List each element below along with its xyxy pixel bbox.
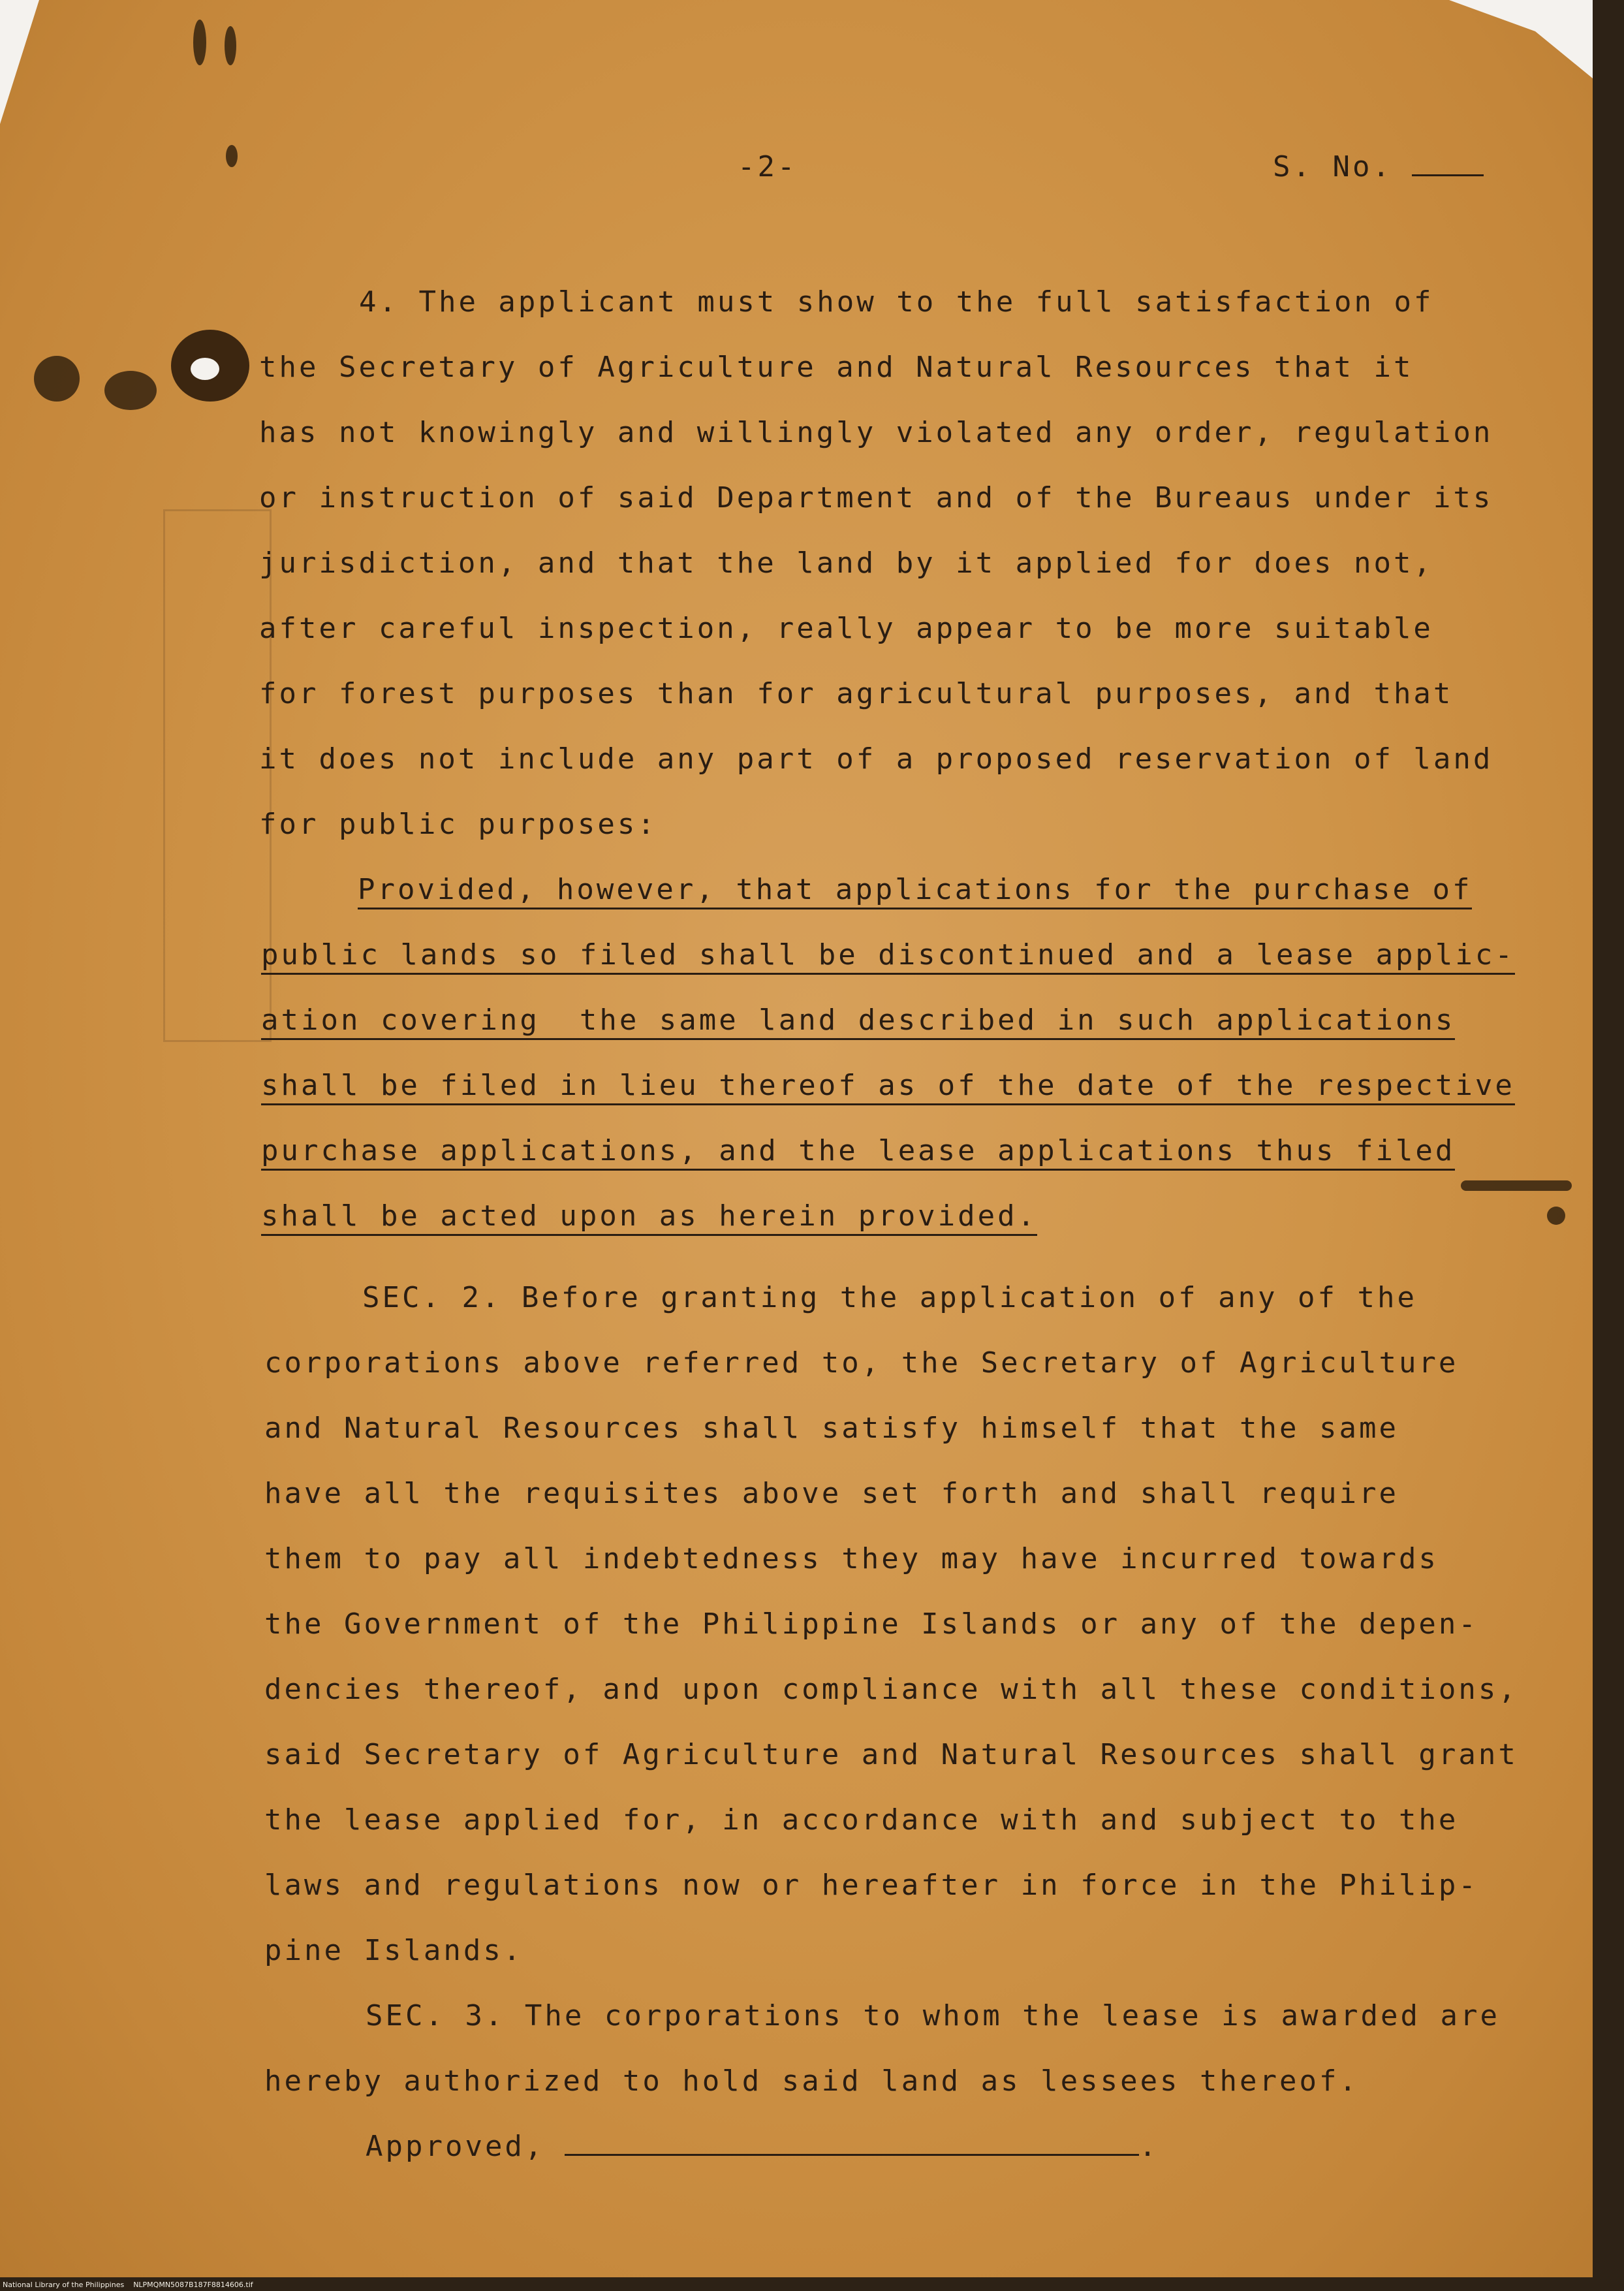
paragraph-line: and Natural Resources shall satisfy himself that the same: [264, 1412, 1399, 1445]
ink-blot: [191, 358, 219, 380]
serial-label-text: S. No.: [1273, 150, 1392, 183]
paragraph-line: pine Islands.: [264, 1934, 523, 1967]
paragraph-line: the Secretary of Agriculture and Natural Resources that it: [259, 351, 1414, 384]
paragraph-line: SEC. 3. The corporations to whom the lease is awarded are: [366, 1999, 1500, 2032]
ink-blot: [1547, 1207, 1565, 1225]
paragraph-line: has not knowingly and willingly violated any order, regulation: [259, 416, 1493, 449]
ink-blot: [104, 371, 157, 410]
ink-blot: [34, 356, 80, 402]
underlined-line: shall be filed in lieu thereof as of the date of the respective: [261, 1069, 1515, 1105]
approval-line: [366, 2130, 1159, 2163]
scan-footer-caption: National Library of the Philippines NLPMQMN5087B187F8814606.tif: [3, 2281, 253, 2289]
paragraph-line: said Secretary of Agriculture and Natural Resources shall grant: [264, 1738, 1518, 1771]
page-number: -2-: [738, 150, 798, 183]
serial-number-blank: [1412, 174, 1484, 176]
approval-end-mark: .: [1138, 2130, 1159, 2163]
paragraph-line: SEC. 2. Before granting the application of any of the: [362, 1281, 1417, 1314]
underlined-line: Provided, however, that applications for the purchase of: [358, 873, 1472, 909]
paragraph-line: it does not include any part of a proposed reservation of land: [259, 742, 1493, 776]
paragraph-line: after careful inspection, really appear to be more suitable: [259, 612, 1433, 645]
paragraph-line: for public purposes:: [259, 808, 657, 841]
paragraph-line: for forest purposes than for agricultural purposes, and that: [259, 677, 1454, 710]
paragraph-line: them to pay all indebtedness they may have incurred towards: [264, 1542, 1439, 1575]
ink-blot: [193, 20, 206, 65]
serial-number-label: [1273, 150, 1484, 183]
torn-corner-top-right: [1449, 0, 1593, 78]
paragraph-line: have all the requisites above set forth and shall require: [264, 1477, 1399, 1510]
torn-corner-top-left: [0, 0, 39, 124]
ink-blot: [225, 26, 236, 65]
paragraph-line: laws and regulations now or hereafter in force in the Philip-: [264, 1869, 1478, 1902]
underlined-line: purchase applications, and the lease applications thus filed: [261, 1134, 1455, 1171]
approval-signature-blank: [565, 2154, 1139, 2156]
paragraph-line: hereby authorized to hold said land as lessees thereof.: [264, 2064, 1359, 2098]
ink-blot: [1461, 1180, 1572, 1191]
underlined-line: public lands so filed shall be discontinued and a lease applic-: [261, 938, 1515, 975]
underlined-line: ation covering the same land described in such applications: [261, 1003, 1455, 1040]
ink-blot: [226, 145, 238, 167]
underlined-line: shall be acted upon as herein provided.: [261, 1199, 1037, 1236]
paragraph-line: or instruction of said Department and of the Bureaus under its: [259, 481, 1493, 514]
paragraph-line: dencies thereof, and upon compliance with all these conditions,: [264, 1673, 1518, 1706]
approval-label: Approved,: [366, 2130, 545, 2163]
paragraph-line: 4. The applicant must show to the full satisfaction of: [359, 285, 1434, 319]
scan-border-right: [1593, 0, 1624, 2291]
paragraph-line: jurisdiction, and that the land by it applied for does not,: [259, 546, 1433, 580]
paragraph-line: corporations above referred to, the Secretary of Agriculture: [264, 1346, 1459, 1380]
paragraph-line: the lease applied for, in accordance with and subject to the: [264, 1803, 1459, 1837]
stain-shadow: [163, 509, 272, 1042]
paragraph-line: the Government of the Philippine Islands or any of the depen-: [264, 1607, 1478, 1641]
